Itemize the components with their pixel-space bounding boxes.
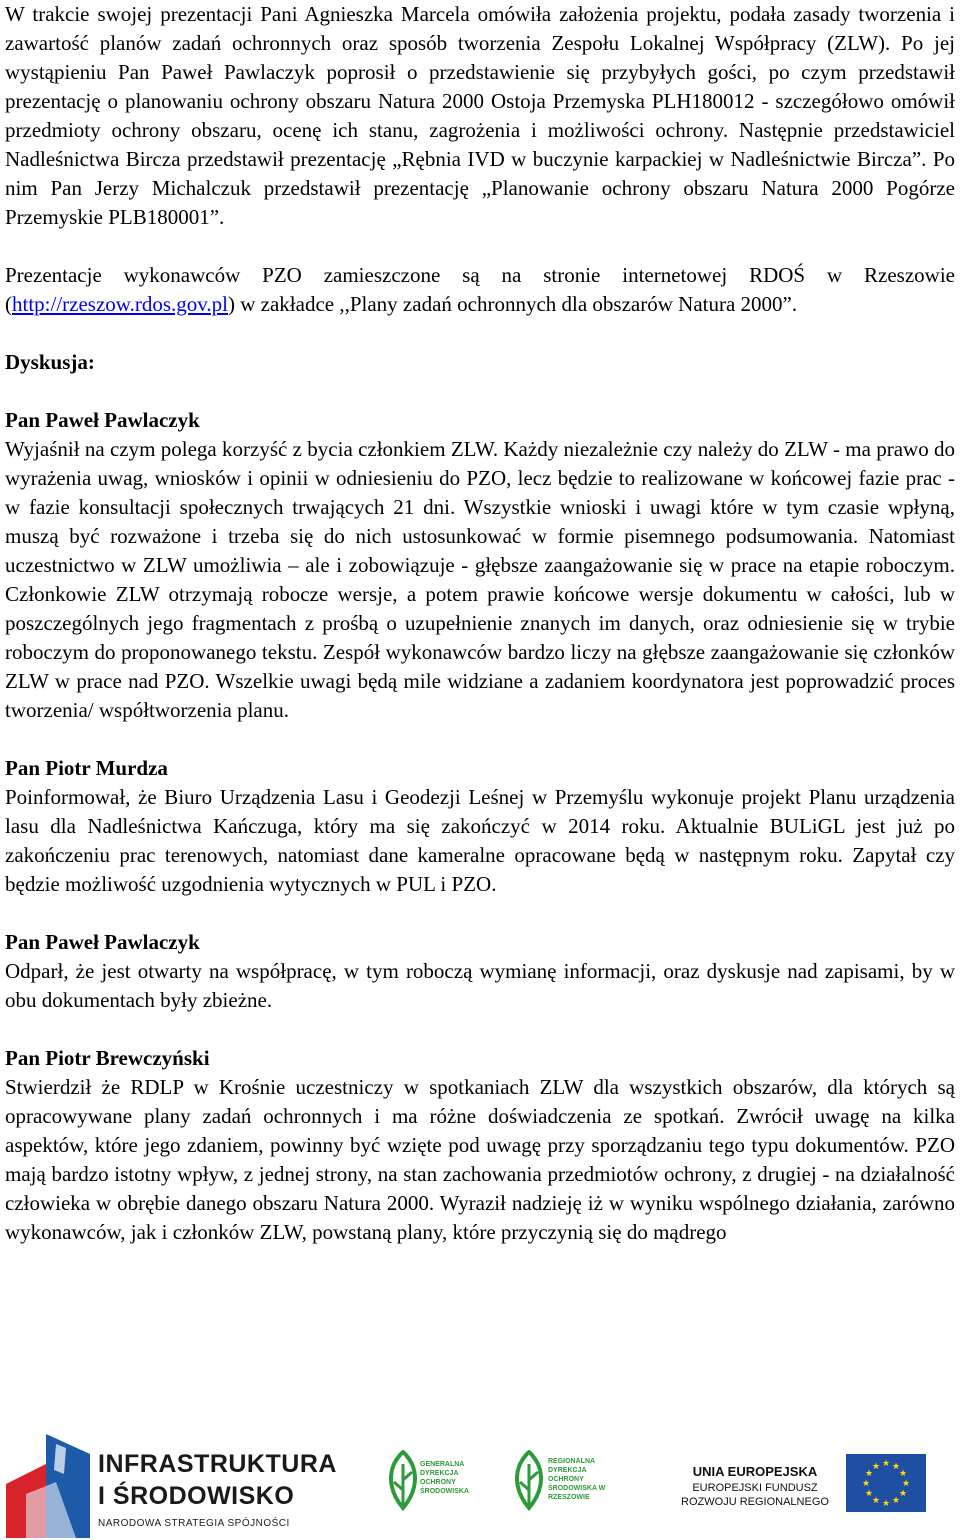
eu-flag-icon xyxy=(846,1454,926,1512)
svg-text:★: ★ xyxy=(864,1469,874,1479)
speaker-statement: Odparł, że jest otwarty na współpracę, w tym roboczą wymianę informacji, oraz dyskusje nad zapisami, by w obu dokumentach były zbieżne. xyxy=(5,959,955,1012)
speaker-name: Pan Piotr Murdza xyxy=(5,756,168,780)
svg-text:★: ★ xyxy=(898,1489,908,1499)
svg-text:★: ★ xyxy=(898,1469,908,1479)
website-text-before: Prezentacje wykonawców PZO zamieszczone są na stronie internetowej RDOŚ w Rzeszowie ( xyxy=(5,263,955,316)
infrastruktura-title: INFRASTRUKTURA xyxy=(98,1450,337,1478)
speaker-name: Pan Paweł Pawlaczyk xyxy=(5,930,200,954)
svg-text:★: ★ xyxy=(881,1459,891,1469)
speaker-name: Pan Paweł Pawlaczyk xyxy=(5,408,200,432)
svg-text:★: ★ xyxy=(861,1479,871,1489)
footer-logos xyxy=(0,1430,960,1540)
paragraph-presentations: W trakcie swojej prezentacji Pani Agnieszka Marcela omówiła założenia projektu, podała zasady tworzenia i zawartość planów zadań ochronnych oraz sposób tworzenia Zespołu Lokalnej Współpracy (ZLW). Po jej wystąpieniu Pan Paweł Pawlaczyk poprosił o przedstawienie się przybyłych gości, po czym przedstawił prezentację o planowaniu ochrony obszaru Natura 2000 Ostoja Przemyska PLH180012 - szczegółowo omówił przedmioty ochrony obszaru, ocenę ich stanu, zagrożenia i możliwości ochrony. Następnie przedstawiciel Nadleśnictwa Bircza przedstawił prezentację „Rębnia IVD w buczynie karpackiej w Nadleśnictwie Bircza”. Po nim Pan Jerzy Michalczuk przedstawił prezentację „Planowanie ochrony obszaru Natura 2000 Pogórze Przemyskie PLB180001”. xyxy=(5,2,955,229)
infrastruktura-subtitle: I ŚRODOWISKO xyxy=(98,1482,295,1510)
rdos-name: REGIONALNA DYREKCJA OCHRONY ŚRODOWISKA W RZESZOWIE xyxy=(548,1458,606,1501)
paragraph-website xyxy=(5,261,955,319)
svg-text:★: ★ xyxy=(871,1496,881,1506)
svg-text:★: ★ xyxy=(891,1462,901,1472)
eu-fund-line: EUROPEJSKI FUNDUSZ xyxy=(692,1482,818,1494)
infrastruktura-logo-icon xyxy=(6,1434,90,1538)
speaker-statement: Wyjaśnił na czym polega korzyść z bycia członkiem ZLW. Każdy niezależnie czy należy do ZLW - ma prawo do wyrażenia uwag, wniosków i opinii w odniesieniu do PZO, lecz będzie to realizowane w końcowej fazie prac - w fazie konsultacji społecznych trwających 21 dni. Wszystkie wnioski i uwagi które w tym czasie wpłyną, muszą być rozważone i trzeba się do nich ustosunkować w formie pisemnego podsumowania. Natomiast uczestnictwo w ZLW umożliwia – ale i zobowiązuje - głębsze zaangażowanie się w prace na etapie roboczym. Członkowie ZLW otrzymają robocze wersje, a potem prawie końcowe wersje dokumentu w całości, lub w poszczególnych jego fragmentach z prośbą o uzupełnienie znanych im danych, oraz odniesienie się w trybie roboczym do proponowanego tekstu. Zespół wykonawców bardzo liczy na głębsze zaangażowanie się członków ZLW w prace nad PZO. Wszelkie uwagi będą mile widziane a zadaniem koordynatora jest poprowadzić proces tworzenia/ współtworzenia planu. xyxy=(5,437,955,722)
discussion-heading: Dyskusja: xyxy=(5,350,95,374)
svg-text:★: ★ xyxy=(891,1496,901,1506)
eu-title: UNIA EUROPEJSKA xyxy=(692,1464,818,1479)
speaker-statement: Stwierdził że RDLP w Krośnie uczestniczy w spotkaniach ZLW dla wszystkich obszarów, dla których są opracowywane plany zadań ochronnych i ma różne doświadczenia ze spotkań. Zwrócił uwagę na kilka aspektów, które jego zdaniem, powinny być wzięte pod uwagę przy sporządzaniu tego typu dokumentów. PZO mają bardzo istotny wpływ, z jednej strony, na stan zachowania przedmiotów ochrony, z drugiej - na działalność człowieka w obrębie danego obszaru Natura 2000. Wyraził nadzieję iż w wyniku wspólnego działania, zarówno wykonawców, jak i członków ZLW, powstaną plany, które przyczynią się do mądrego xyxy=(5,1075,955,1244)
rdos-leaf-icon xyxy=(512,1450,546,1512)
svg-text:★: ★ xyxy=(871,1462,881,1472)
eu-fund-line: ROZWOJU REGIONALNEGO xyxy=(681,1496,829,1508)
gdos-leaf-icon xyxy=(386,1450,420,1512)
document-body xyxy=(5,0,955,1247)
website-text-after: ) w zakładce ,,Plany zadań ochronnych dla obszarów Natura 2000”. xyxy=(228,292,798,316)
gdos-name: GENERALNA DYREKCJA OCHRONY ŚRODOWISKA xyxy=(420,1461,469,1495)
speaker-name: Pan Piotr Brewczyński xyxy=(5,1046,210,1070)
svg-text:★: ★ xyxy=(901,1479,911,1489)
rdos-website-link[interactable]: http://rzeszow.rdos.gov.pl xyxy=(12,292,228,316)
svg-text:★: ★ xyxy=(864,1489,874,1499)
speaker-statement: Poinformował, że Biuro Urządzenia Lasu i Geodezji Leśnej w Przemyślu wykonuje projekt Planu urządzenia lasu dla Nadleśnictwa Kańczuga, który ma się zakończyć w 2014 roku. Aktualnie BULiGL jest już po zakończeniu prac terenowych, natomiast dane kameralne opracowane będą w następnym roku. Zapytał czy będzie możliwość uzgodnienia wytycznych w PUL i PZO. xyxy=(5,785,955,896)
svg-text:★: ★ xyxy=(881,1499,891,1509)
infrastruktura-tagline: NARODOWA STRATEGIA SPÓJNOŚCI xyxy=(98,1518,290,1529)
